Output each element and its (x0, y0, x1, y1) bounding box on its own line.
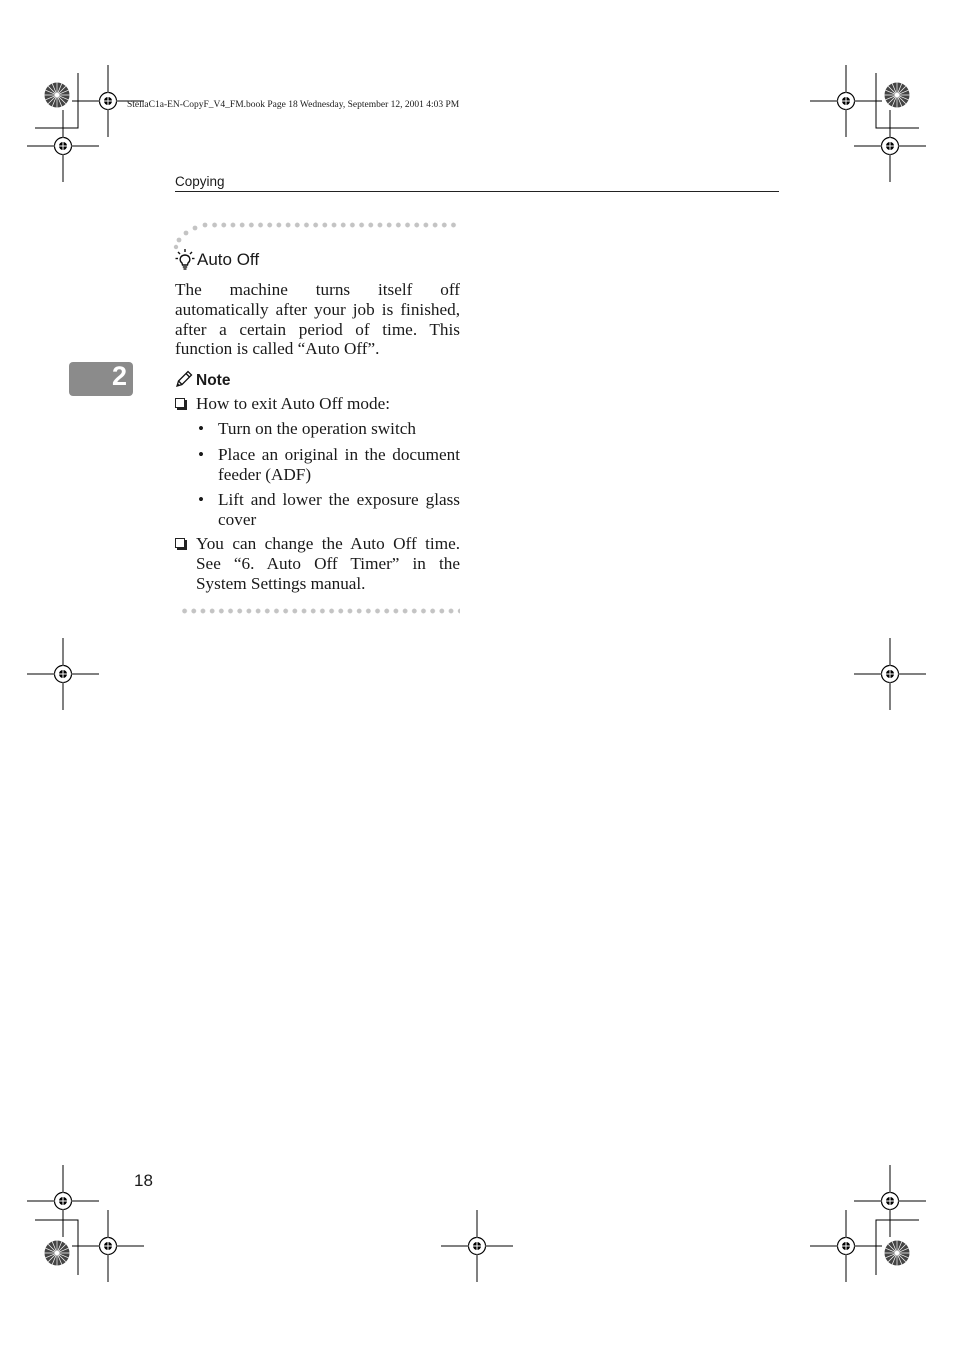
tip-border-curl (172, 220, 212, 250)
header-title: Copying (175, 174, 225, 189)
note-item-2 (175, 534, 460, 593)
checkbox-bullet-icon (175, 398, 185, 408)
note-subitem-2 (196, 445, 460, 485)
note-title: Note (196, 372, 231, 389)
note-item-1 (175, 394, 460, 414)
chapter-number: 2 (111, 361, 127, 391)
tip-bottom-border (180, 608, 460, 614)
running-header (175, 172, 779, 192)
bullet-icon: • (198, 490, 205, 509)
note-subitem-text: Lift and lower the exposure glass cover (218, 490, 460, 529)
page-number: 18 (134, 1171, 153, 1190)
note-subitem-text: Place an original in the document feeder (ADF) (218, 445, 460, 484)
lightbulb-icon (175, 248, 195, 270)
bullet-icon: • (198, 419, 205, 438)
note-subitem-3 (196, 490, 460, 530)
tip-paragraph: The machine turns itself off automatically after your job is finished, after a certain period of time. This function is called “Auto Off”. (175, 280, 460, 359)
bullet-icon: • (198, 445, 205, 464)
note-subitem-text: Turn on the operation switch (218, 419, 416, 438)
note-item-text: How to exit Auto Off mode: (196, 394, 390, 413)
chapter-tab (69, 362, 133, 396)
tip-top-border (210, 222, 460, 228)
note-item-text: You can change the Auto Off time. See “6. Auto Off Timer” in the System Settings manual. (196, 534, 460, 593)
tip-title: Auto Off (197, 250, 260, 269)
print-slug: StellaC1a-EN-CopyF_V4_FM.book Page 18 Wednesday, September 12, 2001 4:03 PM (127, 100, 460, 110)
checkbox-bullet-icon (175, 538, 185, 548)
note-subitem-1 (196, 419, 460, 439)
pencil-icon (175, 370, 193, 388)
